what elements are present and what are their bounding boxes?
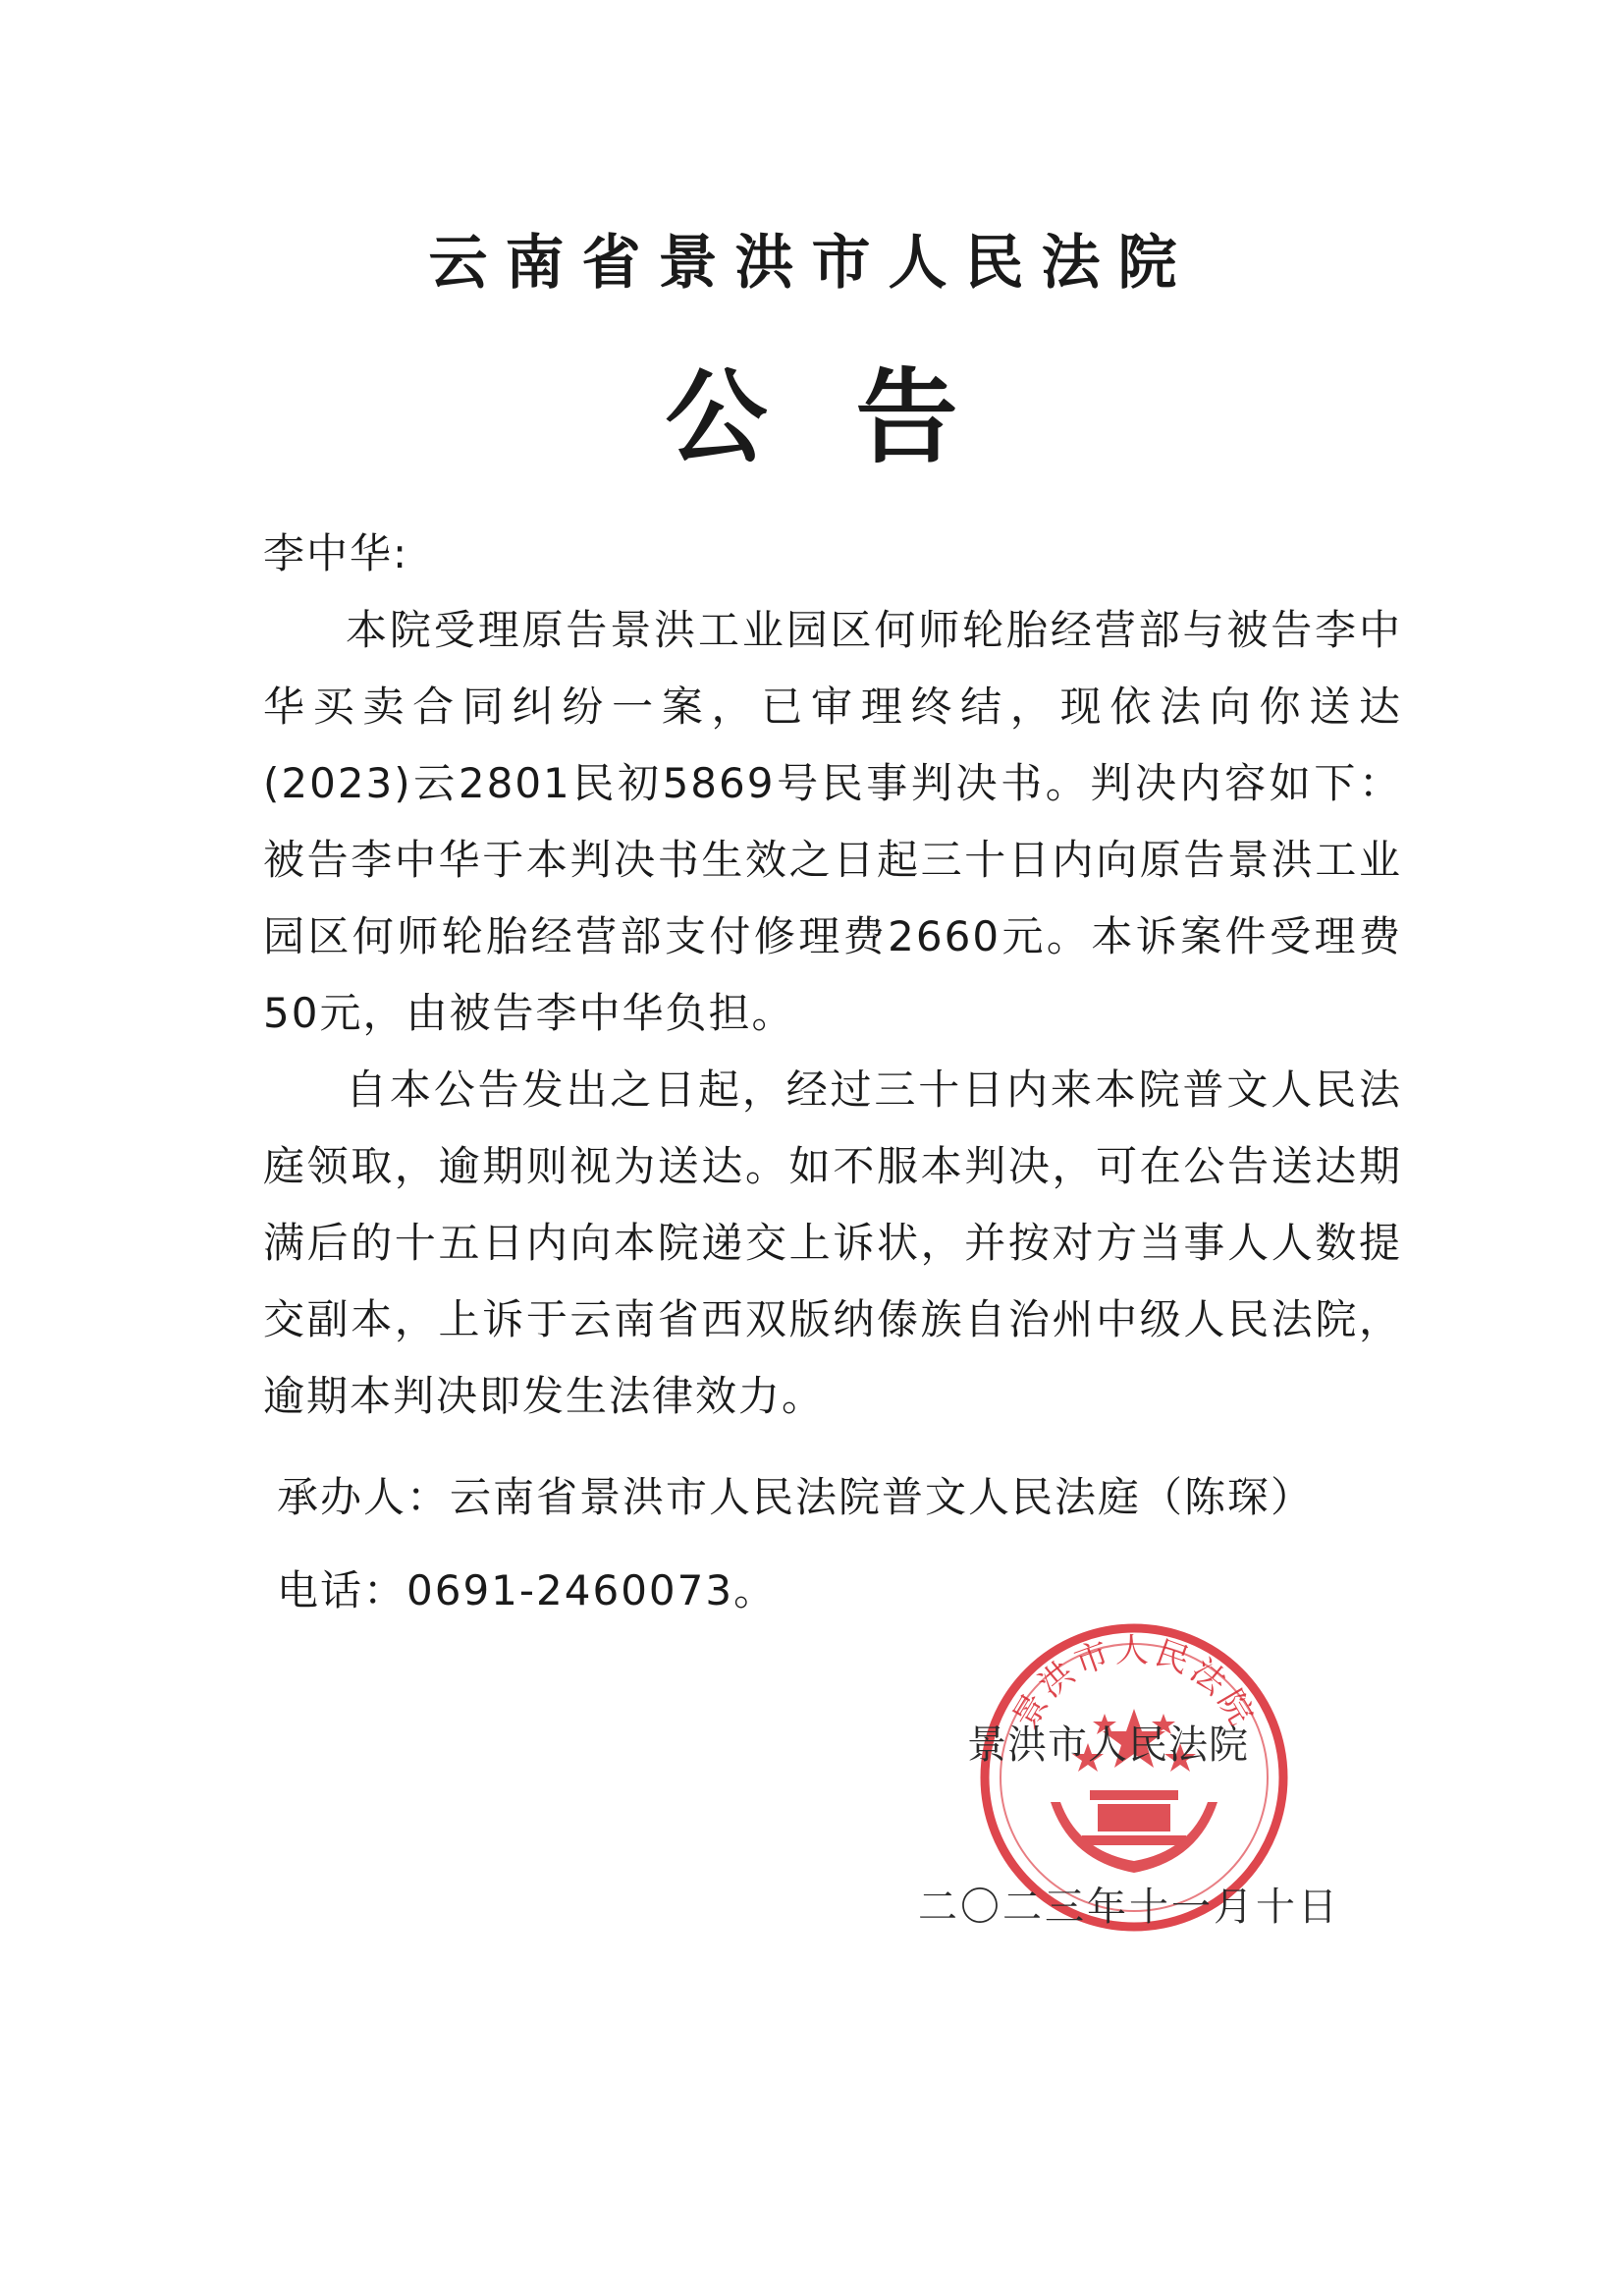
paragraph-service: 自本公告发出之日起，经过三十日内来本院普文人民法庭领取，逾期则视为送达。如不服本判决，可在公告送达期满后的十五日内向本院递交上诉状，并按对方当事人人数提交副本，上诉于云南省西双版纳傣族自治州中级人民法院，逾期本判决即发生法律效力。 xyxy=(263,1066,1402,1420)
issue-date: 二〇二三年十一月十日 xyxy=(918,1885,1340,1930)
court-name-heading: 云南省景洪市人民法院 xyxy=(428,229,1195,298)
seal-ring-text: 景洪市人民法院 xyxy=(1004,1631,1264,1736)
notice-body xyxy=(263,516,1402,1435)
document-title: 公告 xyxy=(665,356,1047,477)
signing-court: 景洪市人民法院 xyxy=(967,1722,1249,1768)
paragraph-judgment: 本院受理原告景洪工业园区何师轮胎经营部与被告李中华买卖合同纠纷一案，已审理终结，现依法向你送达(2023)云2801民初5869号民事判决书。判决内容如下：被告李中华于本判决书生效之日起三十日内向原告景洪工业园区何师轮胎经营部支付修理费2660元。本诉案件受理费50元，由被告李中华负担。 xyxy=(263,606,1402,1037)
handler-line: 承办人：云南省景洪市人民法院普文人民法庭（陈琛） xyxy=(277,1473,1315,1521)
phone-line: 电话：0691-2460073。 xyxy=(277,1566,778,1614)
salutation: 李中华: xyxy=(263,529,409,577)
